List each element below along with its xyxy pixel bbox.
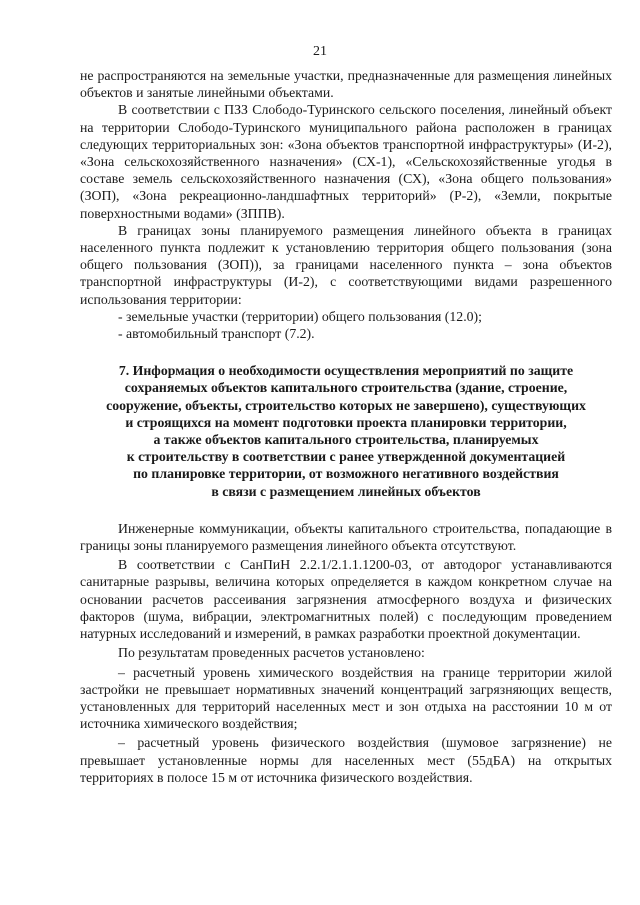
heading-line: 7. Информация о необходимости осуществления мероприятий по защите [118, 363, 574, 379]
paragraph-sanpin: В соответствии с СанПиН 2.2.1/2.1.1.1200-03, от автодорог устанавливаются санитарные разрывы, величина которых определяется в каждом конкретном случае на основании расчетов рассеивания загрязнения атмосферного воздуха и физических факторов (шума, вибрации, электромагнитных полей) с последующим проведением натурных исследований и измерений, в рамках разработки проектной документации. [80, 557, 612, 642]
page-number: 21 [313, 44, 327, 59]
paragraph-physical: – расчетный уровень физического воздействия (шумовое загрязнение) не превышает установленные нормы для населенных мест (55дБА) на открытых территориях в полосе 15 м от источника физического воздействия. [80, 735, 612, 785]
paragraph-chemical: – расчетный уровень химического воздействия на границе территории жилой застройки не превышает нормативных значений концентраций загрязняющих веществ, установленных для территорий населенных мест и зон отдыха на расстоянии 10 м от источника химического воздействия; [80, 664, 612, 732]
paragraph-results-intro: По результатам проведенных расчетов установлено: [118, 645, 425, 661]
document-body [80, 67, 612, 786]
paragraph-continuation: не распространяются на земельные участки, предназначенные для размещения линейных объектов и занятые линейными объектами. [80, 68, 612, 101]
paragraph-zones: В соответствии с ПЗЗ Слободо-Туринского сельского поселения, линейный объект на территории Слободо-Туринского муниципального района расположен в границах следующих территориальных зон: «Зона объектов транспортной инфраструктуры» (И-2), «Зона сельскохозяйственного назначения» (СХ-1), «Сельскохозяйственные угодья в составе земель сельскохозяйственного назначения (СХ), «Зона общего пользования» (ЗОП), «Зона рекреационно-ландшафтных территорий» (Р-2), «Земли, покрытые поверхностными водами» (ЗППВ). [80, 102, 612, 221]
section-heading [80, 362, 612, 500]
heading-line: в связи с размещением линейных объектов [211, 483, 481, 499]
list-item: - автомобильный транспорт (7.2). [118, 326, 315, 342]
heading-line: и строящихся на момент подготовки проекта планировки территории, [125, 414, 567, 430]
paragraph-engineering: Инженерные коммуникации, объекты капитального строительства, попадающие в границы зоны планируемого размещения линейного объекта отсутствуют. [80, 520, 612, 554]
heading-line: сохраняемых объектов капитального строительства (здание, строение, [124, 380, 568, 396]
heading-line: сооружение, объекты, строительство которых не завершено), существующих [106, 397, 586, 413]
heading-line: а также объектов капитального строительства, планируемых [153, 432, 539, 448]
heading-line: к строительству в соответствии с ранее утвержденной документацией [126, 449, 566, 465]
paragraph-public-use: В границах зоны планируемого размещения линейного объекта в границах населенного пункта подлежит к установлению территория общего пользования (зона общего пользования (ЗОП)), за границами населенного пункта – зона объектов транспортной инфраструктуры (И-2), с соответствующими видами разрешенного использования территории: [80, 222, 612, 307]
list-item: - земельные участки (территории) общего пользования (12.0); [118, 308, 482, 324]
heading-line: по планировке территории, от возможного негативного воздействия [133, 466, 559, 482]
